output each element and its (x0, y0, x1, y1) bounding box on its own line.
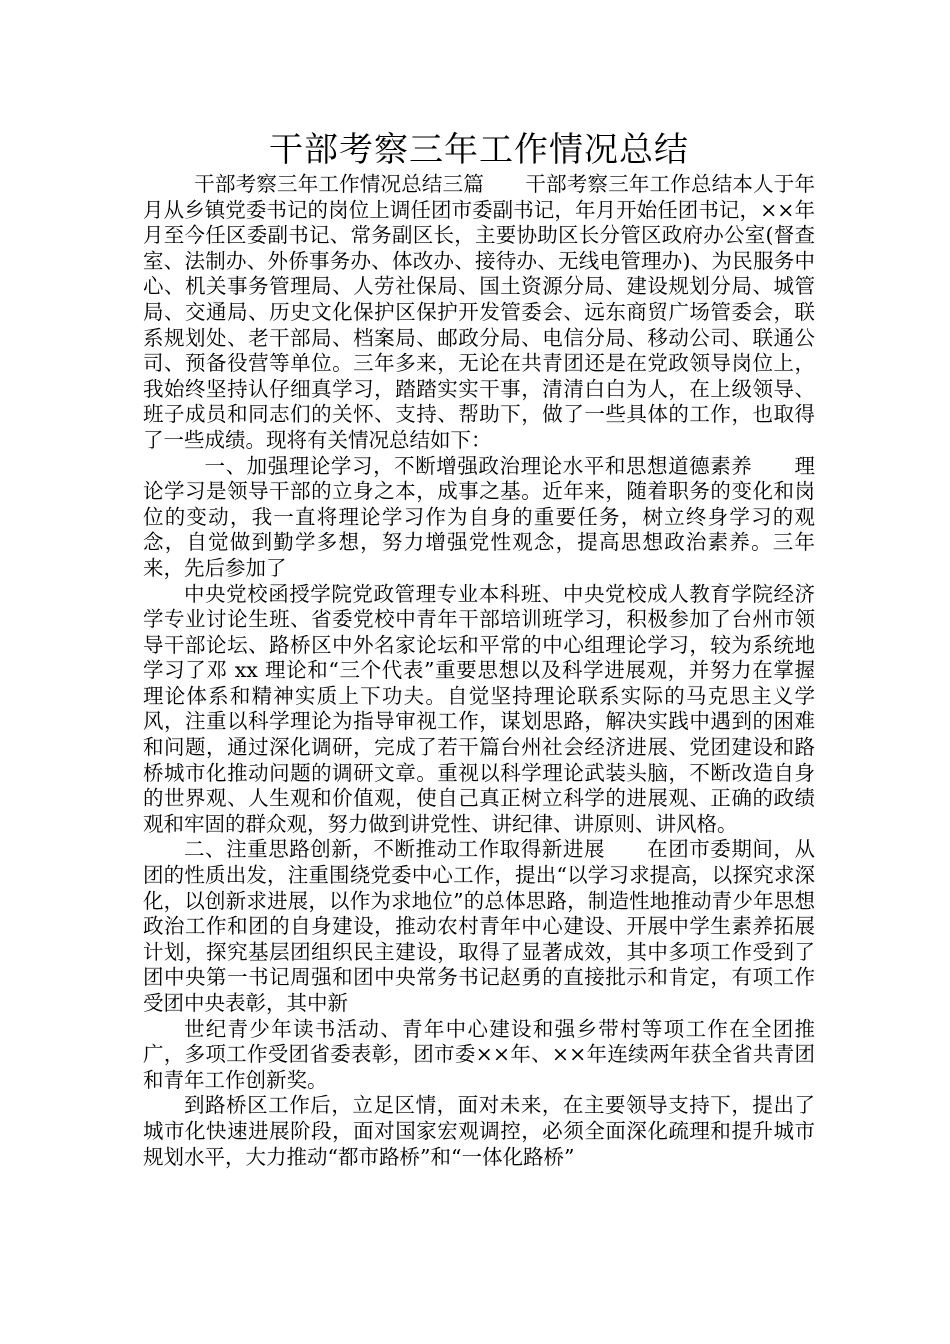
paragraph-innovation: 二、注重思路创新，不断推动工作取得新进展 在团市委期间，从团的性质出发，注重围绕党委中心工作，提出“以学习求提高，以探究求深化，以创新求进展，以作为求地位”的总体思路，制造性地推动青少年思想政治工作和团的自身建设，推动农村青年中心建设、开展中学生素养拓展计划，探究基层团组织民主建设，取得了显著成效，其中多项工作受到了团中央第一书记周强和团中央常务书记赵勇的直接批示和肯定，有项工作受团中央表彰，其中新 (143, 837, 815, 1015)
paragraph-party-school: 中央党校函授学院党政管理专业本科班、中央党校成人教育学院经济学专业讨论生班、省委党校中青年干部培训班学习，积极参加了台州市领导干部论坛、路桥区中外名家论坛和平常的中心组理论学习，较为系统地学习了邓 xx 理论和“三个代表”重要思想以及科学进展观，并努力在掌握理论体系和精神实质上下功夫。自觉坚持理论联系实际的马克思主义学风，注重以科学理论为指导审视工作，谋划思路，解决实践中遇到的困难和问题，通过深化调研，完成了若干篇台州社会经济进展、党团建设和路桥城市化推动问题的调研文章。重视以科学理论武装头脑，不断改造自身的世界观、人生观和价值观，使自己真正树立科学的进展观、正确的政绩观和牢固的群众观，努力做到讲党性、讲纪律、讲原则、讲风格。 (143, 581, 815, 836)
paragraph-theory-study: 一、加强理论学习，不断增强政治理论水平和思想道德素养 理论学习是领导干部的立身之本，成事之基。近年来，随着职务的变化和岗位的变动，我一直将理论学习作为自身的重要任务，树立终身学习的观念，自觉做到勤学多想，努力增强党性观念，提高思想政治素养。三年来，先后参加了 (143, 453, 815, 580)
document-title: 干部考察三年工作情况总结 (269, 130, 689, 170)
paragraph-intro: 干部考察三年工作情况总结三篇 干部考察三年工作总结本人于年月从乡镇党委书记的岗位上调任团市委副书记，年月开始任团书记，××年月至今任区委副书记、常务副区长，主要协助区长分管区政府办公室(督查室、法制办、外侨事务办、体改办、接待办、无线电管理办)、为民服务中心、机关事务管理局、人劳社保局、国土资源分局、建设规划分局、城管局、交通局、历史文化保护区保护开发管委会、远东商贸广场管委会，联系规划处、老干部局、档案局、邮政分局、电信分局、移动公司、联通公司、预备役营等单位。三年多来，无论在共青团还是在党政领导岗位上，我始终坚持认仔细真学习，踏踏实实干事，清清白白为人，在上级领导、班子成员和同志们的关怀、支持、帮助下，做了一些具体的工作，也取得了一些成绩。现将有关情况总结如下： (143, 172, 815, 452)
paragraph-luqiao-work: 到路桥区工作后，立足区情，面对未来，在主要领导支持下，提出了城市化快速进展阶段，面对国家宏观调控，必须全面深化疏理和提升城市规划水平，大力推动“都市路桥”和“一体化路桥” (143, 1093, 815, 1169)
paragraph-youth-activities: 世纪青少年读书活动、青年中心建设和强乡带村等项工作在全团推广，多项工作受团省委表彰，团市委××年、××年连续两年获全省共青团和青年工作创新奖。 (143, 1016, 815, 1092)
document-page (143, 128, 815, 1170)
